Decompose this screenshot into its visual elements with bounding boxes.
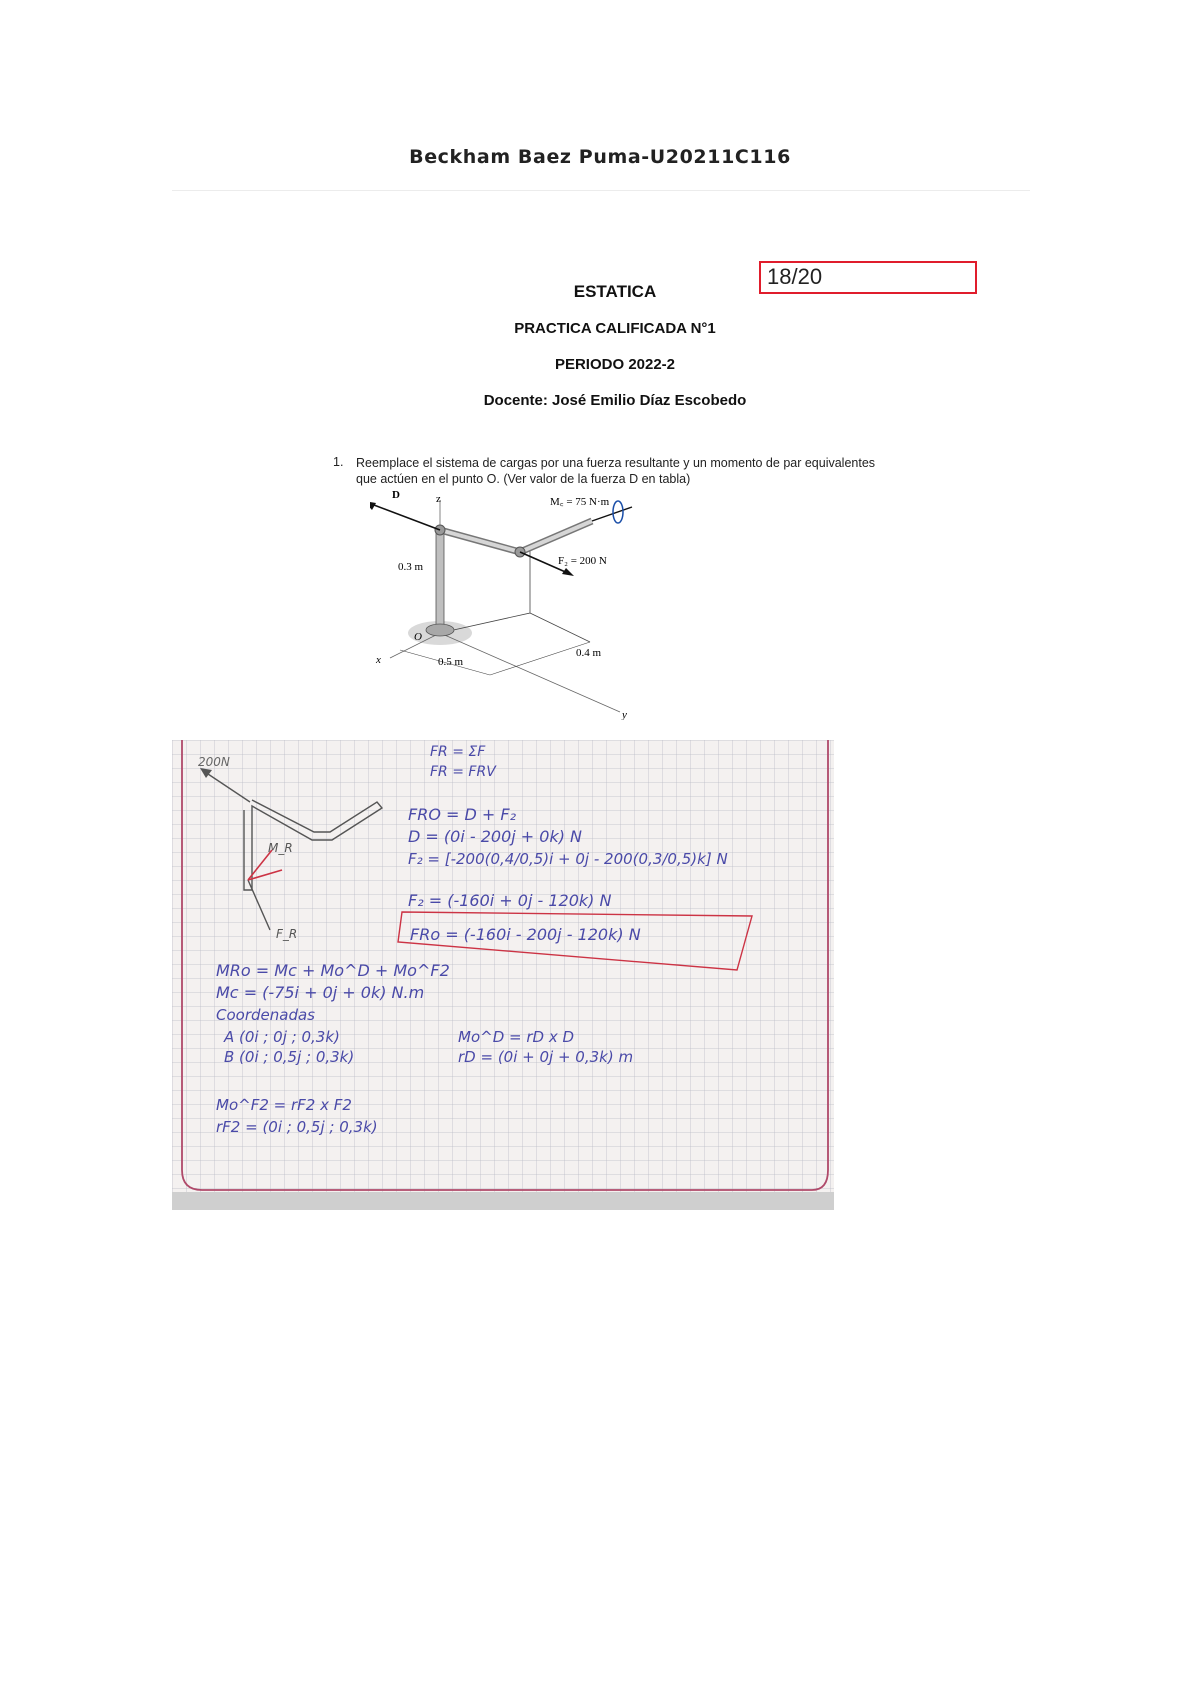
label-x: x	[376, 654, 381, 666]
pipe-vertical	[436, 532, 444, 632]
label-05: 0.5 m	[438, 656, 464, 668]
label-o: O	[414, 631, 422, 643]
dim-box-1	[440, 550, 530, 633]
eq-fr-top2: FR = FRV	[430, 764, 496, 780]
eq-4: F₂ = (-160i + 0j - 120k) N	[408, 891, 612, 910]
eq-5: FRo = (-160i - 200j - 120k) N	[410, 925, 641, 944]
student-name: Beckham Baez Puma-U20211C116	[409, 146, 791, 168]
exam-title: ESTATICA	[573, 282, 657, 301]
eq-10: B (0i ; 0,5j ; 0,3k)	[224, 1048, 355, 1066]
sketch-force-label: 200N	[198, 755, 230, 769]
question-text	[356, 455, 926, 487]
eq-12: rD = (0i + 0j + 0,3k) m	[458, 1048, 634, 1066]
label-z: z	[436, 493, 441, 505]
y-axis	[440, 633, 620, 712]
dim-box-2	[530, 613, 590, 642]
force-d-arrow	[370, 502, 440, 530]
exam-practica: PRACTICA CALIFICADA N°1	[514, 320, 716, 337]
label-04: 0.4 m	[576, 647, 602, 659]
eq-1: FRO = D + F₂	[408, 805, 517, 824]
label-f2: F₂ = 200 N	[558, 555, 607, 567]
question-line-2: que actúen en el punto O. (Ver valor de la fuerza D en tabla)	[356, 472, 691, 486]
eq-13: Mo^F2 = rF2 x F2	[216, 1096, 352, 1114]
sketch-mr-label: M_R	[268, 841, 293, 855]
eq-14: rF2 = (0i ; 0,5j ; 0,3k)	[216, 1118, 378, 1136]
photo-bottom-edge	[172, 1192, 834, 1210]
pipe-segment-1-hl	[440, 530, 520, 552]
header-divider	[172, 190, 1030, 191]
grade-box: 18/20	[759, 261, 977, 294]
eq-2: D = (0i - 200j + 0k) N	[408, 827, 583, 846]
exam-docente: Docente: José Emilio Díaz Escobedo	[483, 392, 747, 409]
question-line-1: Reemplace el sistema de cargas por una fuerza resultante y un momento de par equivalentes	[356, 456, 876, 470]
notebook-page	[172, 740, 834, 1210]
label-d: D	[392, 490, 400, 501]
label-mc: M꜀ = 75 N·m	[550, 496, 610, 508]
sketch-fr-label: F_R	[276, 927, 298, 941]
eq-3: F₂ = [-200(0,4/0,5)i + 0j - 200(0,3/0,5)k] N	[408, 850, 728, 868]
force-f2-arrowhead	[562, 568, 574, 576]
label-y: y	[622, 709, 627, 720]
handwritten-photo	[172, 740, 834, 1210]
eq-9: A (0i ; 0j ; 0,3k)	[224, 1028, 340, 1046]
label-03: 0.3 m	[398, 561, 424, 573]
eq-11: Mo^D = rD x D	[458, 1028, 575, 1046]
pipe-base	[426, 624, 454, 636]
moment-axis	[592, 507, 632, 521]
question-number: 1.	[333, 455, 344, 469]
eq-8: Coordenadas	[216, 1006, 315, 1024]
eq-6: MRo = Mc + Mo^D + Mo^F2	[216, 961, 450, 980]
pipe-segment-2-hl	[520, 521, 592, 552]
exam-periodo: PERIODO 2022-2	[554, 356, 676, 373]
eq-fr-top: FR = ΣF	[430, 744, 486, 760]
dim-04-line	[490, 642, 590, 675]
eq-7: Mc = (-75i + 0j + 0k) N.m	[216, 983, 425, 1002]
pipe-diagram	[370, 490, 670, 720]
